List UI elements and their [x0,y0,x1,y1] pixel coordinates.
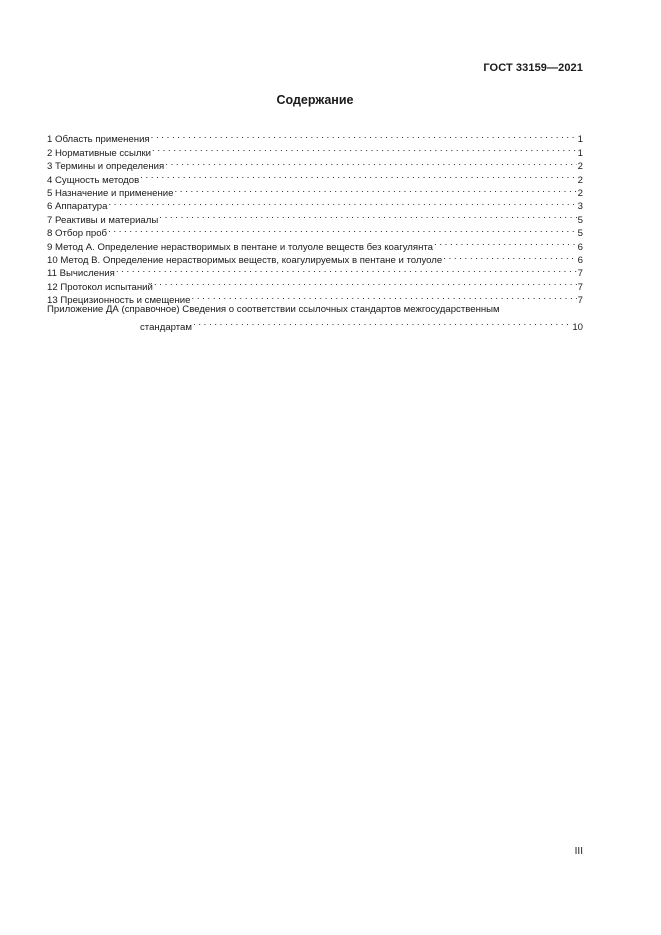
toc-item-page: 2 [577,161,583,173]
toc-leader-dots [159,209,576,222]
toc-item-page: 2 [577,174,583,186]
toc-item-page: 5 [577,228,583,240]
toc-item[interactable] [47,276,583,293]
toc-appendix-page: 10 [572,321,583,333]
page-number: III [574,846,583,857]
toc-item[interactable] [47,209,583,226]
toc-appendix-item[interactable] [47,303,583,316]
toc-item-label: 8 Отбор проб [47,228,108,240]
toc-appendix-continuation[interactable] [47,316,583,333]
toc-leader-dots [174,183,576,196]
toc-item[interactable] [47,129,583,146]
toc-item-page: 6 [577,241,583,253]
toc-item-page: 1 [577,147,583,159]
toc-item-label: 4 Сущность методов [47,174,140,186]
toc-item-page: 6 [577,254,583,266]
table-of-contents [47,129,583,333]
toc-leader-dots [434,236,577,249]
toc-item-label: 2 Нормативные ссылки [47,147,152,159]
toc-item-page: 7 [577,268,583,280]
toc-item-page: 1 [577,134,583,146]
toc-item-page: 7 [577,295,583,307]
toc-leader-dots [443,250,576,263]
toc-title: Содержание [276,93,354,107]
toc-item-label: 7 Реактивы и материалы [47,214,159,226]
toc-leader-dots [165,156,576,169]
toc-leader-dots [193,316,571,329]
toc-leader-dots [154,276,577,289]
toc-appendix-title-continued: стандартам [140,321,192,333]
toc-item-label: 5 Назначение и применение [47,187,174,199]
toc-item[interactable] [47,223,583,240]
toc-item[interactable] [47,236,583,253]
toc-item-label: 6 Аппаратура [47,201,108,213]
toc-item[interactable] [47,263,583,280]
toc-item-label: 11 Вычисления [47,268,115,280]
toc-item-label: 13 Прецизионность и смещение [47,295,191,307]
toc-item-label: 10 Метод В. Определение нерастворимых веществ, коагулируемых в пентане и толуоле [47,254,443,266]
toc-item-page: 5 [577,214,583,226]
toc-item-label: 12 Протокол испытаний [47,281,153,293]
toc-item[interactable] [47,196,583,213]
document-code: ГОСТ 33159—2021 [483,62,583,74]
toc-item-label: 3 Термины и определения [47,161,165,173]
toc-leader-dots [152,142,577,155]
toc-leader-dots [116,263,577,276]
toc-leader-dots [108,196,576,209]
toc-leader-dots [108,223,577,236]
toc-item-page: 2 [577,187,583,199]
toc-item-label: 1 Область применения [47,134,150,146]
toc-leader-dots [151,129,577,142]
toc-leader-dots [140,169,576,182]
toc-appendix-title: Приложение ДА (справочное) Сведения о соответствии ссылочных стандартов межгосударственным [47,304,500,316]
toc-item-label: 9 Метод А. Определение нерастворимых в пентане и толуоле веществ без коагулянта [47,241,434,253]
toc-item-page: 7 [577,281,583,293]
toc-leader-dots [192,290,577,303]
toc-item-page: 3 [577,201,583,213]
